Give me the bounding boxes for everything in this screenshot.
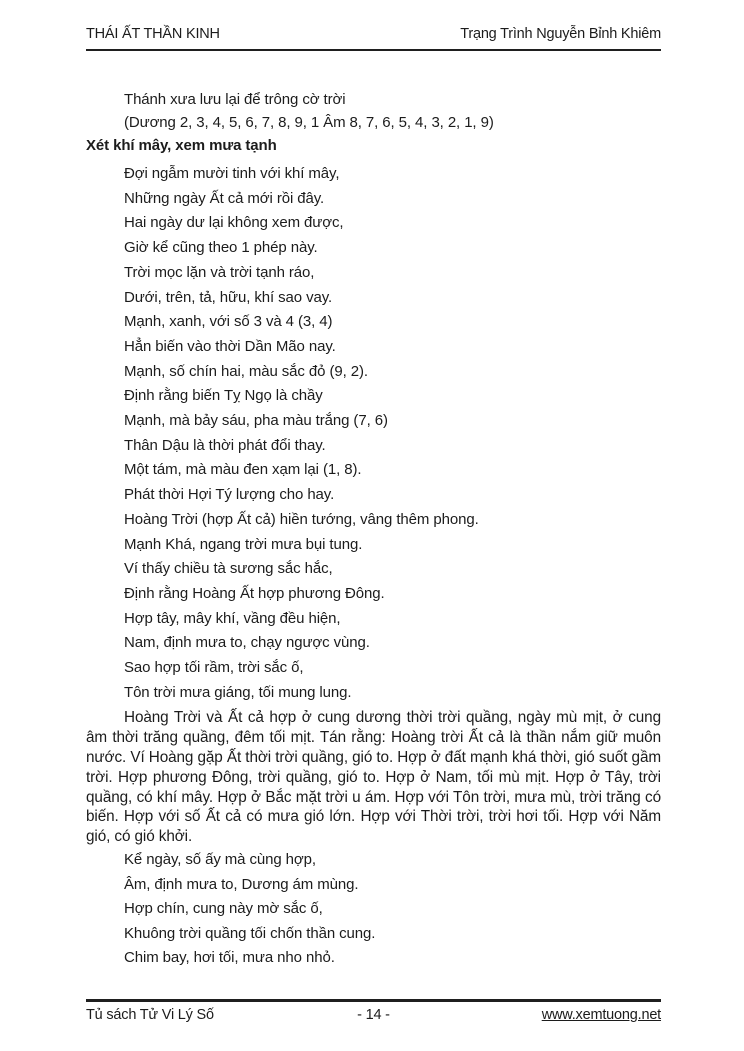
verse-line: Hai ngày dư lại không xem được, bbox=[124, 214, 344, 232]
verse-line: Hẳn biến vào thời Dần Mão nay. bbox=[124, 337, 336, 355]
section-heading: Xét khí mây, xem mưa tạnh bbox=[86, 137, 277, 154]
intro-line: (Dương 2, 3, 4, 5, 6, 7, 8, 9, 1 Âm 8, 7, 6, 5, 4, 3, 2, 1, 9) bbox=[124, 114, 494, 131]
verse-line: Hoàng Trời (hợp Ất cả) hiền tướng, vâng thêm phong. bbox=[124, 510, 479, 528]
verse-line: Chim bay, hơi tối, mưa nho nhỏ. bbox=[124, 949, 335, 967]
footer-page-number: - 14 - bbox=[357, 1007, 390, 1023]
verse-line: Âm, định mưa to, Dương ám mùng. bbox=[124, 875, 359, 893]
page-footer bbox=[86, 1007, 661, 1023]
verse-line: Tôn trời mưa giáng, tối mung lung. bbox=[124, 683, 352, 701]
header-divider bbox=[86, 49, 661, 51]
verse-line: Mạnh, số chín hai, màu sắc đỏ (9, 2). bbox=[124, 362, 368, 380]
header-author: Trạng Trình Nguyễn Bỉnh Khiêm bbox=[460, 26, 661, 42]
verse-line: Trời mọc lặn và trời tạnh ráo, bbox=[124, 263, 315, 281]
footer-book-series: Tủ sách Tử Vi Lý Số bbox=[86, 1007, 214, 1023]
verse-line: Giờ kể cũng theo 1 phép này. bbox=[124, 239, 318, 257]
verse-line: Phát thời Hợi Tý lượng cho hay. bbox=[124, 486, 335, 504]
verse-line: Dưới, trên, tả, hữu, khí sao vay. bbox=[124, 288, 333, 306]
header-title: THÁI ẤT THẦN KINH bbox=[86, 26, 220, 42]
verse-line: Định rằng Hoàng Ất hợp phương Đông. bbox=[124, 584, 385, 602]
verse-line: Hợp tây, mây khí, vầng đều hiện, bbox=[124, 609, 341, 627]
footer-divider bbox=[86, 999, 661, 1002]
verse-line: Đợi ngẫm mười tinh với khí mây, bbox=[124, 165, 340, 182]
verse-line: Hợp chín, cung này mờ sắc ố, bbox=[124, 900, 323, 918]
verse-line: Nam, định mưa to, chạy ngược vùng. bbox=[124, 634, 370, 652]
footer-website-link[interactable]: www.xemtuong.net bbox=[541, 1007, 662, 1023]
verse-line: Những ngày Ất cả mới rồi đây. bbox=[124, 189, 325, 207]
intro-line: Thánh xưa lưu lại để trông cờ trời bbox=[124, 91, 346, 108]
verse-line: Mạnh, mà bảy sáu, pha màu trắng (7, 6) bbox=[124, 412, 388, 430]
verse-line: Sao hợp tối rầm, trời sắc ố, bbox=[124, 659, 304, 677]
body-paragraph: Hoàng Trời và Ất cả hợp ở cung dương thời trời quầng, ngày mù mịt, ở cung âm thời trăng quầng, đêm tối mịt. Tán rằng: Hoàng trời Ất cả là thần nắm giữ muôn nước. Ví Hoàng gặp Ất thời trời quầng, gió to. Hợp ở đất mạnh khá thời, gió suốt gầm trời. Hợp phương Đông, trời quầng, gió to. Hợp ở Nam, tối mù mịt. Hợp ở Tây, trời quầng, có khí mây. Hợp ở Bắc mặt trời u ám. Hợp với Tôn trời, mưa mù, trời trăng có biến. Hợp với số Ất cả có mưa gió lớn. Hợp với Thời trời, trời hơi tối. Hợp với Năm gió, có gió khởi. bbox=[86, 709, 661, 846]
page-body bbox=[86, 88, 661, 971]
verse-line: Kể ngày, số ấy mà cùng hợp, bbox=[124, 851, 316, 869]
verse-line: Khuông trời quầng tối chốn thần cung. bbox=[124, 924, 376, 942]
page-header bbox=[86, 26, 661, 42]
verse-line: Định rằng biến Tỵ Ngọ là chầy bbox=[124, 387, 323, 405]
verse-line: Mạnh, xanh, với số 3 và 4 (3, 4) bbox=[124, 313, 333, 331]
closing-verse-block bbox=[86, 848, 661, 971]
verse-line: Một tám, mà màu đen xạm lại (1, 8). bbox=[124, 461, 362, 479]
verse-line: Thân Dậu là thời phát đổi thay. bbox=[124, 436, 326, 454]
verse-line: Ví thấy chiều tà sương sắc hắc, bbox=[124, 560, 333, 578]
verse-line: Mạnh Khá, ngang trời mưa bụi tung. bbox=[124, 535, 363, 553]
